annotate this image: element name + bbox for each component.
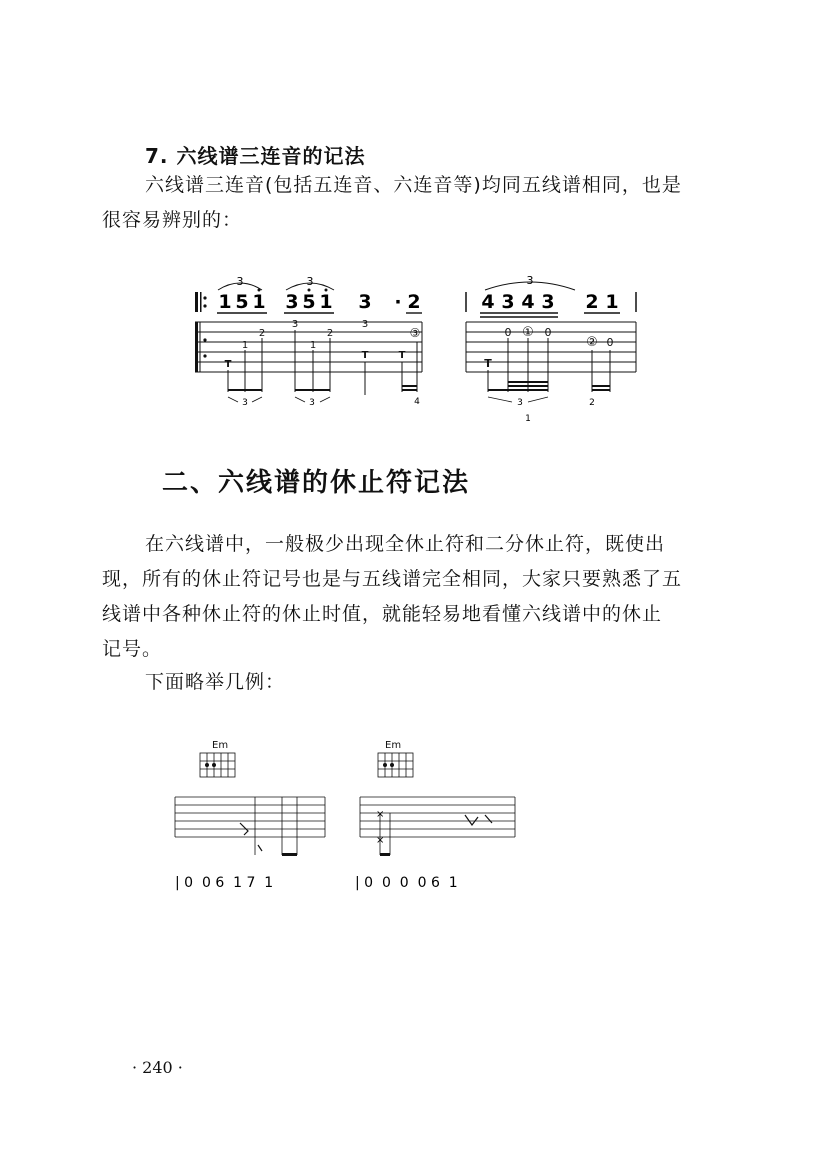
- note: 1: [252, 291, 266, 313]
- note: 5: [235, 291, 249, 313]
- svg-text:Em: Em: [385, 740, 402, 751]
- tab-fret: 2: [258, 328, 266, 339]
- tab-fret: T: [484, 357, 492, 370]
- tab-staff-a: [175, 797, 325, 855]
- chord-diagram-b: [378, 740, 413, 777]
- note: 1: [319, 291, 333, 313]
- finger-number: 4: [414, 397, 420, 407]
- tab-fret: T: [224, 359, 232, 370]
- finger-number: 1: [525, 414, 531, 424]
- note: 1: [218, 291, 232, 313]
- svg-text:×: ×: [376, 809, 385, 820]
- rest-notation-b: | 0 0 0 0 6 1: [355, 875, 458, 891]
- repeat-sign: [195, 292, 207, 312]
- tab-fret: 0: [504, 326, 512, 339]
- note: 5: [302, 291, 316, 313]
- tab-fret: 1: [309, 340, 317, 351]
- tab-circled-string: ①: [522, 325, 534, 340]
- finger-number: 2: [589, 398, 595, 408]
- note: 3: [501, 291, 515, 313]
- section7-para-line1: 六线谱三连音(包括五连音、六连音等)均同五线谱相同，也是: [145, 174, 682, 196]
- triplet-mark-2: 3: [306, 275, 314, 288]
- section7-para-line2: 很容易辨别的：: [102, 209, 243, 231]
- rest-notation-a: | 0 0 6 1 7 1: [175, 875, 274, 891]
- note: ·: [394, 291, 402, 313]
- note: 2: [407, 291, 421, 313]
- tab-fret: T: [361, 350, 369, 361]
- note: 4: [521, 291, 535, 313]
- chord-diagram-a: [200, 740, 235, 777]
- triplet-example-figure: [190, 270, 650, 430]
- triplet-mark: 3: [517, 398, 523, 408]
- note: 2: [585, 291, 599, 313]
- section2-para-line1: 在六线谱中，一般极少出现全休止符和二分休止符，既使出: [145, 533, 666, 555]
- tab-circled-string: ②: [586, 335, 598, 350]
- triplet-mark: 3: [242, 398, 248, 408]
- examples-intro: 下面略举几例：: [145, 671, 286, 693]
- tab-circled-string: ③: [409, 326, 421, 340]
- triplet-mark-1: 3: [236, 275, 244, 288]
- note: 1: [605, 291, 619, 313]
- section2-title: 二、六线谱的休止符记法: [162, 468, 471, 498]
- section2-para-line4: 记号。: [102, 638, 163, 660]
- page-number: · 240 ·: [132, 1058, 183, 1077]
- tab-fret: 3: [361, 319, 369, 330]
- tab-fret: 1: [241, 340, 249, 351]
- tab-fret: 2: [326, 328, 334, 339]
- note: 4: [481, 291, 495, 313]
- tab-fret: 3: [291, 319, 299, 330]
- note: 3: [285, 291, 299, 313]
- note: 3: [358, 291, 372, 313]
- svg-text:Em: Em: [212, 740, 229, 751]
- svg-text:×: ×: [376, 835, 385, 846]
- section7-title: 7. 六线谱三连音的记法: [145, 144, 366, 168]
- tab-fret: T: [398, 350, 406, 361]
- tab-fret: 0: [544, 326, 552, 339]
- triplet-mark: 3: [309, 398, 315, 408]
- section2-para-line3: 线谱中各种休止符的休止时值，就能轻易地看懂六线谱中的休止: [102, 603, 663, 625]
- tab-staff-b: [360, 797, 515, 855]
- section2-para-line2: 现，所有的休止符记号也是与五线谱完全相同，大家只要熟悉了五: [102, 568, 683, 590]
- rest-example-figure: [160, 735, 540, 905]
- note: 3: [541, 291, 555, 313]
- triplet-mark-3: 3: [526, 274, 534, 287]
- tab-fret: 0: [606, 336, 614, 349]
